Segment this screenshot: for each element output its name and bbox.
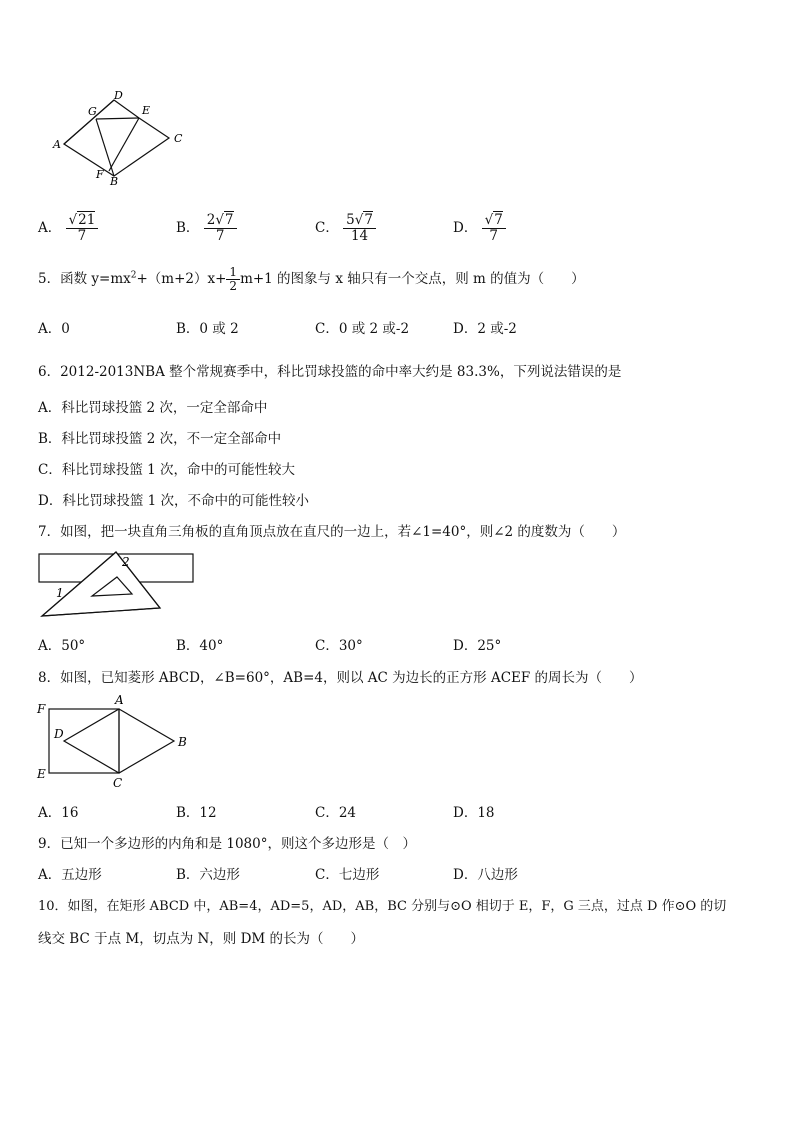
q8-option-a: A．16: [38, 805, 79, 821]
q5-option-c: C．0 或 2 或-2: [315, 321, 410, 337]
q9-option-b: B．六边形: [176, 867, 240, 883]
q5-stem: 5．函数 $y=mx^2+(m+2)x+$ $\frac{1}{2}$ m+1 的图象与 x 轴只有一个交点，则 m 的值为（ ）: [38, 265, 585, 294]
q8-label-e: E: [37, 767, 46, 781]
q4-option-b: B． $\frac{2√7}{7}$: [176, 213, 237, 244]
q6-stem: 6．2012-2013NBA 整个常规赛季中，科比罚球投篮的命中率大约是 83.3%，下列说法错误的是: [38, 364, 622, 380]
q9-stem: 9．已知一个多边形的内角和是 1080°，则这个多边形是（ ）: [38, 836, 416, 852]
q4-label-b: B: [110, 175, 119, 188]
q4-label-e: E: [142, 104, 151, 117]
q4-label-a: A: [53, 138, 61, 151]
q7-triangle: [42, 552, 160, 616]
q8-label-d: D: [54, 727, 64, 741]
q5-option-a: A．0: [38, 321, 70, 337]
q4-option-a: A． $\frac{√21}{7}$: [38, 213, 98, 244]
q4-figure-outline: [64, 100, 169, 176]
q6-option-a: A．科比罚球投篮 2 次，一定全部命中: [38, 400, 268, 416]
q9-option-a: A．五边形: [38, 867, 102, 883]
q7-figure: [36, 550, 198, 620]
q4-label-d: D: [114, 89, 123, 102]
q10-stem-line2: 线交 BC 于点 M，切点为 N，则 DM 的长为（ ）: [38, 931, 365, 947]
q5-option-d: D．2 或-2: [453, 321, 517, 337]
q6-option-c: C．科比罚球投篮 1 次，命中的可能性较大: [38, 462, 296, 478]
q7-angle-2-label: 2: [122, 555, 130, 569]
q8-label-f: F: [37, 702, 46, 716]
q4-option-c: C． $\frac{5√7}{14}$: [315, 213, 376, 244]
q10-stem-line1: 10．如图，在矩形 ABCD 中，AB=4，AD=5，AD，AB，BC 分别与⊙O 相切于 E，F，G 三点，过点 D 作⊙O 的切: [38, 899, 727, 914]
q8-figure: [34, 692, 194, 792]
q5-option-b: B．0 或 2: [176, 321, 239, 337]
q7-angle-1-label: 1: [56, 586, 64, 600]
q8-option-d: D．18: [453, 805, 495, 821]
q9-option-c: C．七边形: [315, 867, 380, 883]
q8-label-b: B: [178, 735, 187, 749]
q6-option-b: B．科比罚球投篮 2 次，不一定全部命中: [38, 431, 282, 447]
q7-stem: 7．如图，把一块直角三角板的直角顶点放在直尺的一边上，若∠1=40°，则∠2 的度数为（ ）: [38, 524, 626, 540]
q9-option-d: D．八边形: [453, 867, 518, 883]
q4-label-c: C: [174, 132, 183, 145]
q8-label-c: C: [113, 776, 123, 790]
q4-option-d: D． $\frac{√7}{7}$: [453, 213, 506, 244]
q8-label-a: A: [115, 693, 124, 707]
q8-option-c: C．24: [315, 805, 357, 821]
q6-option-d: D．科比罚球投篮 1 次，不命中的可能性较小: [38, 493, 309, 509]
q4-label-g: G: [88, 105, 97, 118]
q7-option-d: D．25°: [453, 638, 502, 654]
q7-option-b: B．40°: [176, 638, 224, 654]
q8-square: [49, 709, 119, 773]
q4-figure: [44, 86, 194, 190]
q7-option-a: A．50°: [38, 638, 86, 654]
q4-label-f: F: [96, 168, 104, 181]
q8-option-b: B．12: [176, 805, 217, 821]
q7-option-c: C．30°: [315, 638, 363, 654]
q8-stem: 8．如图，已知菱形 ABCD，∠B=60°，AB=4，则以 AC 为边长的正方形 ACEF 的周长为（ ）: [38, 670, 643, 686]
